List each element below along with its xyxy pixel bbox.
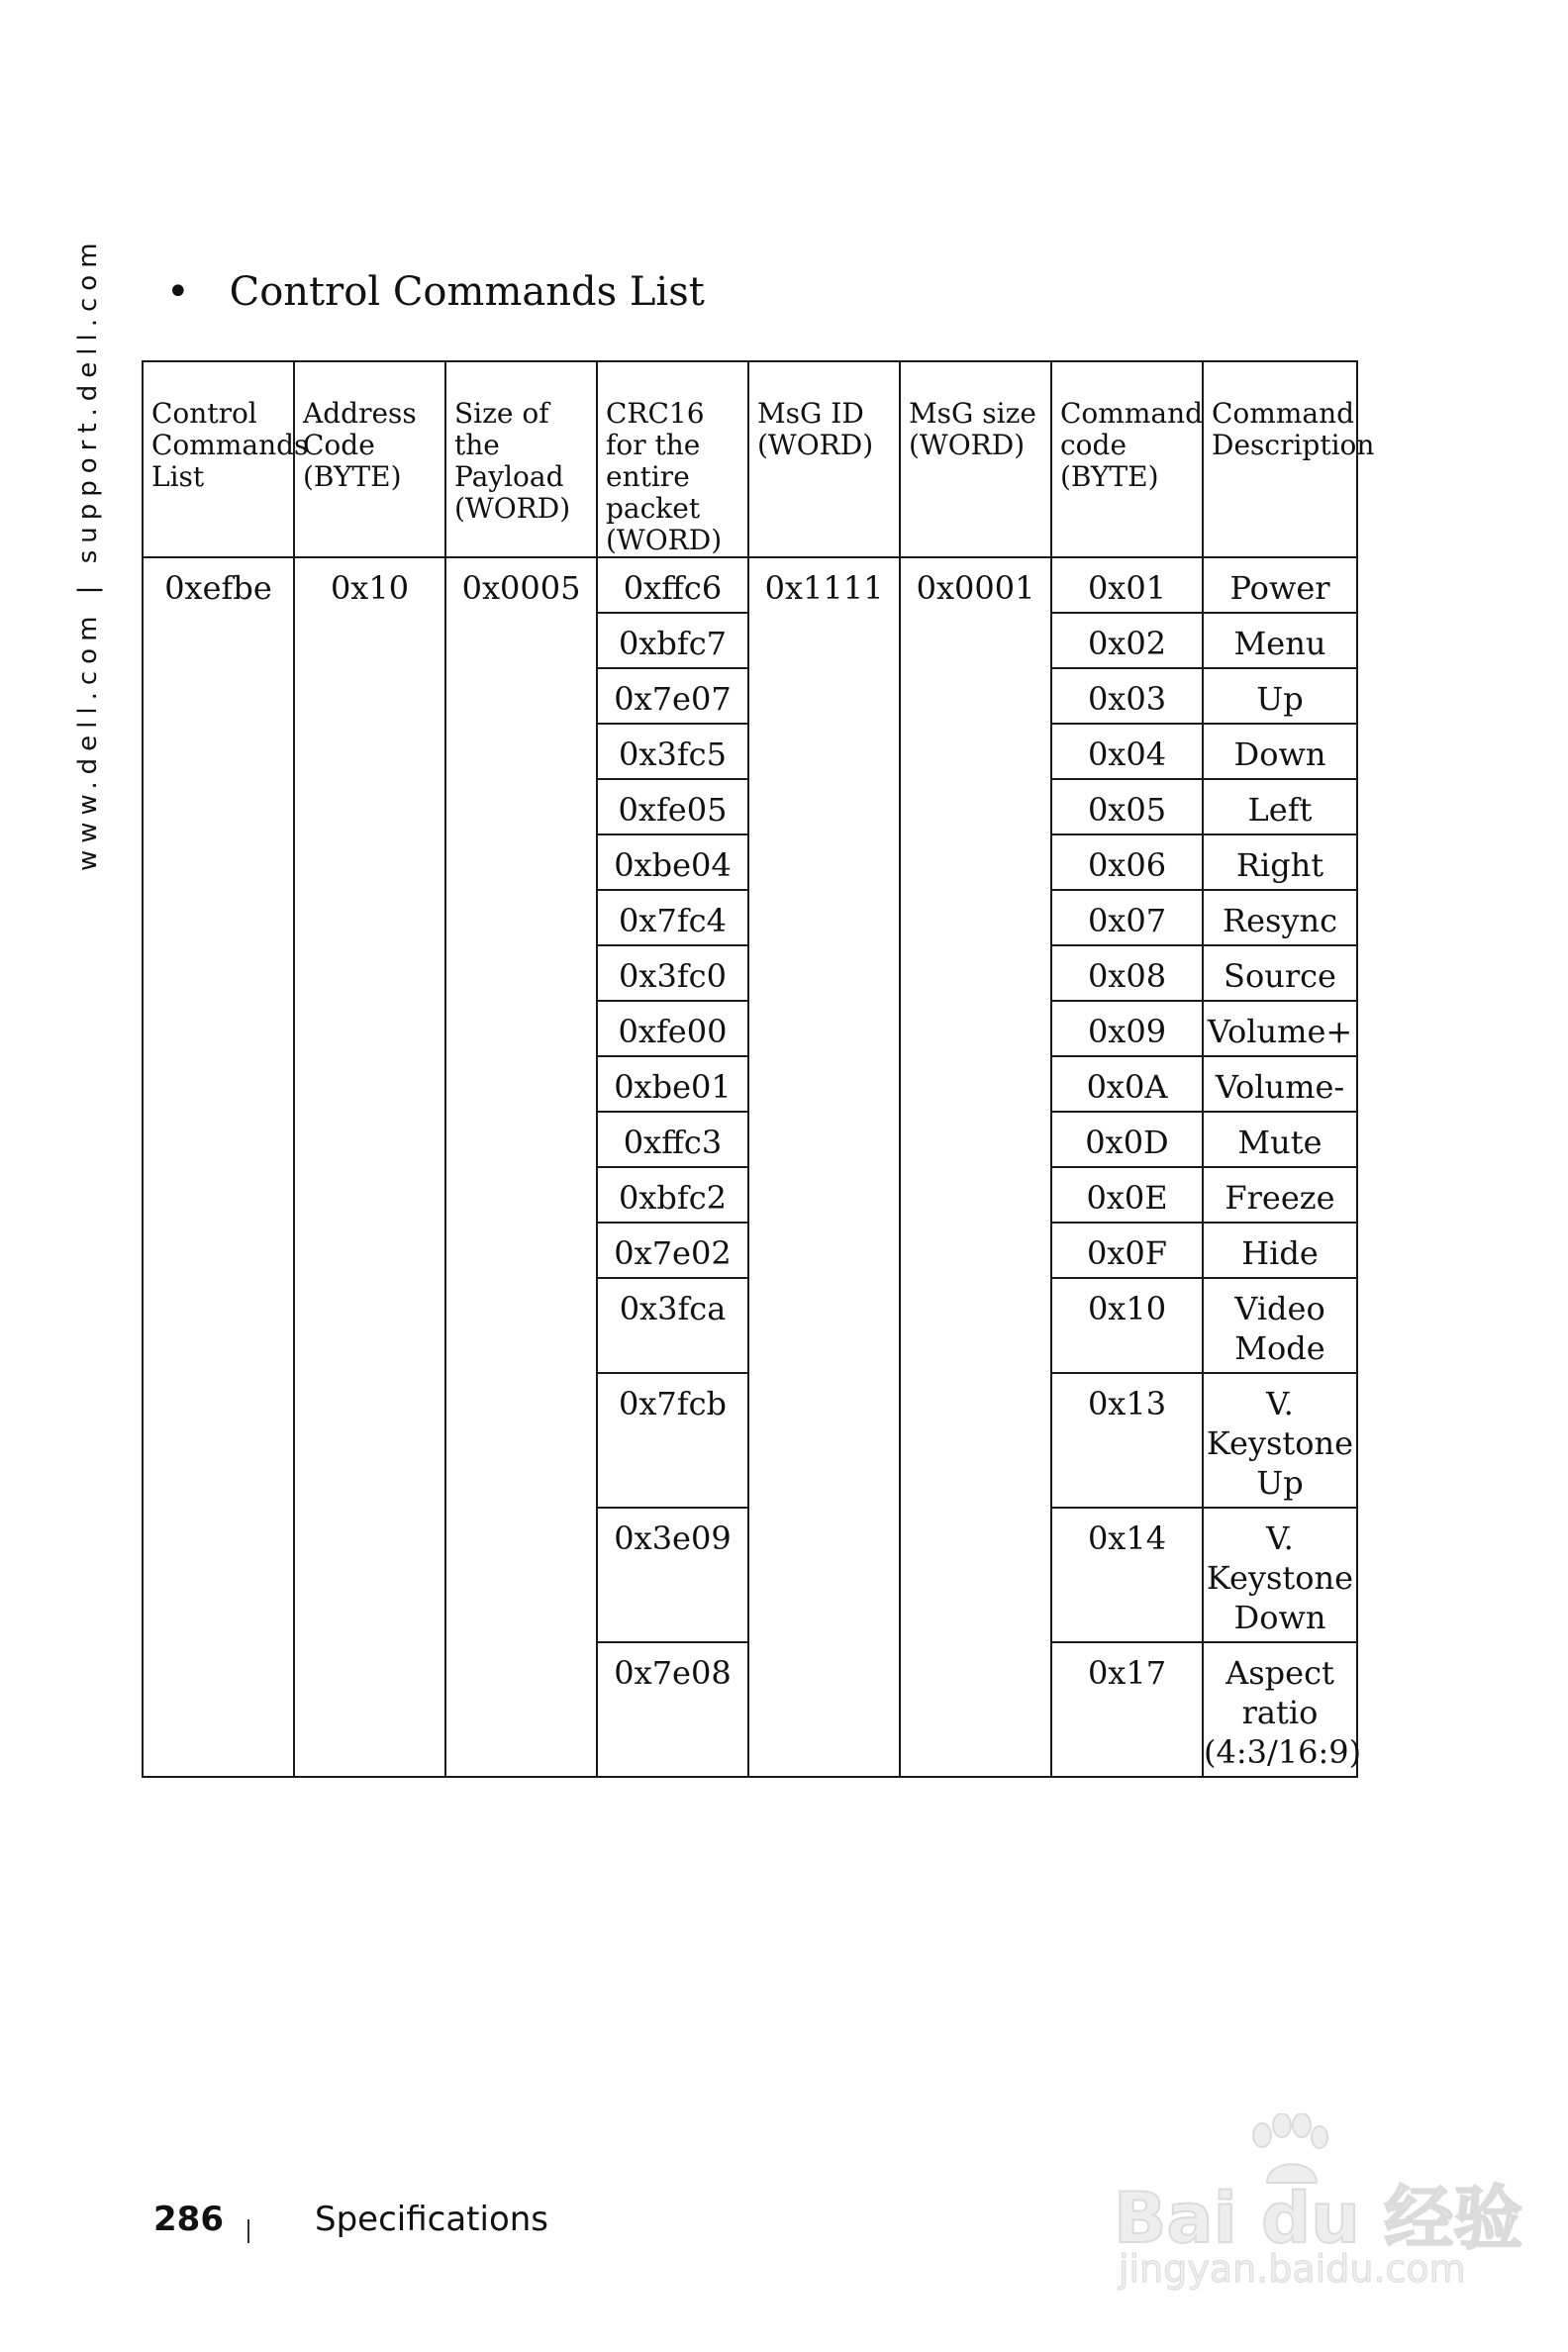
command-code-cell: 0x13 [1051, 1373, 1203, 1508]
page-number: 286 [153, 2200, 224, 2239]
side-url-text: www.dell.com | support.dell.com [73, 236, 103, 871]
command-code-cell: 0x03 [1051, 668, 1203, 724]
crc-cell: 0x7fcb [597, 1373, 748, 1508]
command-code-cell: 0x09 [1051, 1001, 1203, 1056]
header-cell: Command code (BYTE) [1051, 361, 1203, 557]
command-code-cell: 0x05 [1051, 779, 1203, 834]
crc-cell: 0x7e02 [597, 1223, 748, 1278]
bullet: • [166, 269, 190, 315]
crc-cell: 0x7e08 [597, 1642, 748, 1777]
crc-cell: 0x7e07 [597, 668, 748, 724]
command-code-cell: 0x04 [1051, 724, 1203, 779]
command-code-cell: 0x06 [1051, 834, 1203, 890]
command-description-cell: Volume+ [1203, 1001, 1357, 1056]
crc-cell: 0xbfc7 [597, 613, 748, 668]
crc-cell: 0xffc3 [597, 1112, 748, 1167]
section-heading [166, 269, 705, 315]
command-description-cell: Mute [1203, 1112, 1357, 1167]
command-description-cell: Right [1203, 834, 1357, 890]
header-cell: Size of the Payload (WORD) [445, 361, 597, 557]
watermark-brand: Bai du 经验 [1114, 2178, 1523, 2259]
control-commands-table [142, 360, 1375, 1778]
command-code-cell: 0x02 [1051, 613, 1203, 668]
payload-size-cell: 0x0005 [445, 557, 597, 1777]
header-cell: MsG ID (WORD) [748, 361, 900, 557]
msg-size-cell: 0x0001 [900, 557, 1051, 1777]
command-description-cell: Resync [1203, 890, 1357, 945]
command-description-cell: V. Keystone Up [1203, 1373, 1357, 1508]
command-description-cell: Source [1203, 945, 1357, 1001]
command-code-cell: 0x01 [1051, 557, 1203, 613]
table-row [143, 557, 1357, 613]
baidu-watermark [1114, 2113, 1523, 2292]
header-cell: MsG size (WORD) [900, 361, 1051, 557]
command-description-cell: Left [1203, 779, 1357, 834]
crc-cell: 0x7fc4 [597, 890, 748, 945]
table-header-row [143, 361, 1357, 557]
command-code-cell: 0x14 [1051, 1508, 1203, 1642]
command-description-cell: Power [1203, 557, 1357, 613]
address-code-cell: 0x10 [294, 557, 445, 1777]
header-cell: Control Commands List [143, 361, 294, 557]
command-code-cell: 0x0D [1051, 1112, 1203, 1167]
crc-cell: 0xfe05 [597, 779, 748, 834]
header-cell: Command Description [1203, 361, 1357, 557]
footer-section-title: Specifications [315, 2200, 549, 2239]
crc-cell: 0x3fca [597, 1278, 748, 1373]
crc-cell: 0xbfc2 [597, 1167, 748, 1223]
crc-cell: 0xffc6 [597, 557, 748, 613]
command-description-cell: Hide [1203, 1223, 1357, 1278]
footer-separator [247, 2219, 249, 2243]
crc-cell: 0xfe00 [597, 1001, 748, 1056]
heading-title: Control Commands List [229, 269, 705, 315]
crc-cell: 0xbe04 [597, 834, 748, 890]
command-code-cell: 0x0E [1051, 1167, 1203, 1223]
command-description-cell: Aspect ratio (4:3/16:9) [1203, 1642, 1357, 1777]
crc-cell: 0x3fc5 [597, 724, 748, 779]
msg-id-cell: 0x1111 [748, 557, 900, 1777]
crc-cell: 0xbe01 [597, 1056, 748, 1112]
header-cell: Address Code (BYTE) [294, 361, 445, 557]
command-code-cell: 0x10 [1051, 1278, 1203, 1373]
command-code-cell: 0x07 [1051, 890, 1203, 945]
command-code-cell: 0x08 [1051, 945, 1203, 1001]
crc-cell: 0x3e09 [597, 1508, 748, 1642]
command-description-cell: Freeze [1203, 1167, 1357, 1223]
header-cell: CRC16 for the entire packet (WORD) [597, 361, 748, 557]
command-code-cell: 0x17 [1051, 1642, 1203, 1777]
command-description-cell: Menu [1203, 613, 1357, 668]
control-commands-list-cell: 0xefbe [143, 557, 294, 1777]
crc-cell: 0x3fc0 [597, 945, 748, 1001]
command-description-cell: Up [1203, 668, 1357, 724]
command-code-cell: 0x0A [1051, 1056, 1203, 1112]
watermark-url: jingyan.baidu.com [1119, 2247, 1466, 2291]
command-description-cell: Down [1203, 724, 1357, 779]
command-code-cell: 0x0F [1051, 1223, 1203, 1278]
command-description-cell: Video Mode [1203, 1278, 1357, 1373]
command-description-cell: Volume- [1203, 1056, 1357, 1112]
command-description-cell: V. Keystone Down [1203, 1508, 1357, 1642]
